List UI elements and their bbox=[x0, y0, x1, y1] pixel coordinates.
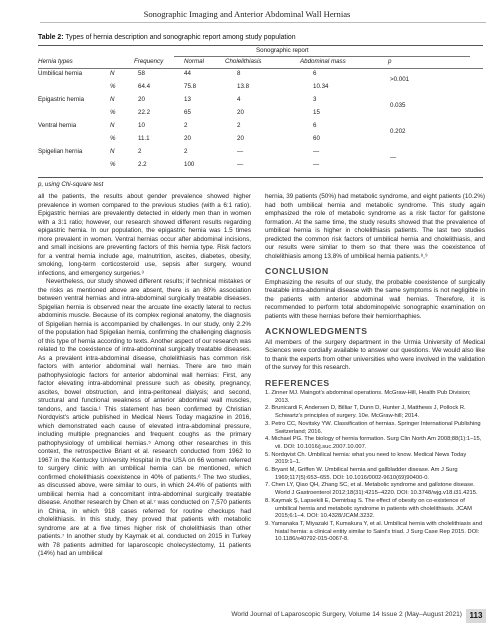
table-cell-type: Ventral hernia bbox=[38, 122, 77, 129]
table-cell-freq: 2.2 bbox=[138, 161, 147, 168]
reference-list bbox=[265, 390, 485, 544]
table-p-value: — bbox=[390, 154, 397, 161]
table-cell-chole: 8 bbox=[237, 70, 241, 77]
table-cell-normal: 65 bbox=[184, 109, 191, 116]
reference-item: 4. Michael PG. The biology of hernia formation. Surg Clin North Am 2008;88(1):1–15, vii. DOI: 10.1016/j.suc.2007.10.007. bbox=[265, 436, 482, 450]
conclusion-text: Emphasizing the results of our study, the probable coexistence of surgically treatable intra-abdominal disease with the same symptoms is not negligible in the patients with anterior abdominal wall hernias. Therefore, it is recommended to perform total abdominopelvic sonographic examination on patients with these hernias before their herniorrhaphies. bbox=[265, 278, 485, 320]
table-cell-normal: 2 bbox=[184, 148, 188, 155]
table-note: p, using Chi-square test bbox=[38, 181, 104, 188]
header-frequency: Frequency bbox=[134, 58, 164, 65]
table-cell-chole: 13.8 bbox=[237, 83, 250, 90]
table-cell-stat: N bbox=[110, 70, 115, 77]
table-cell-freq: 64.4 bbox=[138, 83, 151, 90]
table-cell-normal: 44 bbox=[184, 70, 191, 77]
header-rule bbox=[40, 22, 486, 23]
left-paragraph-2: Nevertheless, our study showed different results; if technical mistakes or the risks as mentioned above are absent, there is an 80% association between ventral hernias and intra-abdominal surgically treatable diseases. Spigelian hernia is observed near the arcuate line exactly lateral to rectus abdominis muscle. Because of its complex regional anatomy, the diagnosis of Spigelian hernia is accompanied by challenges. In our study, only 2.2% of the population had Spigelian hernia, confirming the challenging diagnosis of this type of hernia according to texts. Another aspect of our research was related to the coexistence of intra-abdominal surgically treatable diseases. As a prevalent intra-abdominal disease, cholelithiasis has common risk factors with anterior abdominal wall hernias. There are two main pathophysiologic factors for anterior abdominal wall hernias: First, any factor elevating intra-abdominal pressure such as obesity, pregnancy, ascites, bowel obstruction, and intra-peritoneal dialysis; and second, structural and functional weakness of anterior abdominal wall muscles, tendons, and fascia.¹ This statement has been confirmed by Christian Nordqvist's article published in Medical News Today magazine in 2016, which demonstrated each cause of elevated intra-abdominal pressure, including multiple pregnancies and frequent coughs as the primary pathophysiology of umbilical hernias.⁵ Among other researches in this context, the retrospective Briant et al. research conducted from 1962 to 1967 in the Kentucky University Hospital in the USA on 66 women referred to surgery clinic with an umbilical hernia can be mentioned, which confirmed cholelithiasis coexistence in 40% of patients.⁶ The two studies, as discussed above, were similar to ours, in which 24.4% of patients with umbilical hernia had a concomitant intra-abdominal surgically treatable disease. Another research by Chen et al.⁷ was conducted on 7,570 patients in China, in which 918 cases referred for routine checkups had cholelithiasis. In this study, they proved that patients with metabolic syndrome are at a five times higher risk of cholelithiasis than other patients.⁷ In another study by Kaymak et al. conducted on 2015 in Turkey with 78 patients admitted for laparoscopic cholecystectomy, 11 patients (14%) had an umbilical bbox=[38, 278, 251, 557]
table-cell-freq: 2 bbox=[138, 148, 142, 155]
left-paragraph-1: all the patients, the results about gender prevalence showed higher prevalence in women compared to the previous studies (with a 6:1 ratio). Epigastric hernias are prevalently detected in elderly men than in women with a 3:1 ratio; however, our research showed different results regarding epigastric hernia. In our population, the epigastric hernia was 1.5 times more prevalent in women. Ventral hernias occur after abdominal incisions, and small incisions are preventing factors of this hernia type. Risk factors for a ventral hernia include age, malnutrition, ascites, diabetes, obesity, smoking, long-term corticosteroid use, sepsis after surgery, wound infections, and emergency surgeries.³ bbox=[38, 193, 251, 277]
page-number: 113 bbox=[466, 609, 486, 623]
table-cell-stat: N bbox=[110, 96, 115, 103]
table-row bbox=[38, 70, 483, 79]
table-cell-mass: 60 bbox=[313, 135, 320, 142]
reference-item: 2. Brunicardi F, Andersen D, Billiar T, Dunn D, Hunter J, Matthews J, Pollock R. Schwartz's principles of surgery. 10e. McGraw-hill; 2014. bbox=[265, 405, 466, 420]
table-cell-chole: — bbox=[237, 148, 244, 155]
table-cell-normal: 75.8 bbox=[184, 83, 197, 90]
table-caption-text: Types of hernia description and sonographic report among study population bbox=[65, 34, 296, 41]
reference-item: 7. Chen LY, Qiao QH, Zhang SC, et al. Metabolic syndrome and gallstone disease. World J Gastroenterol 2012;18(31):4215–4220. DOI: 10.3748/wjg.v18.i31.4215. bbox=[265, 482, 478, 497]
table-cell-mass: 15 bbox=[313, 109, 320, 116]
table-cell-stat: % bbox=[110, 135, 116, 142]
table-row bbox=[38, 161, 483, 170]
table-cell-chole: 4 bbox=[237, 96, 241, 103]
table-cell-stat: N bbox=[110, 122, 115, 129]
table-p-value: 0.035 bbox=[390, 102, 406, 109]
table-cell-freq: 22.2 bbox=[138, 109, 151, 116]
table-cell-mass: 6 bbox=[313, 122, 317, 129]
table-cell-chole: 20 bbox=[237, 135, 244, 142]
header-hernia-types: Hernia types bbox=[38, 58, 73, 65]
table-header-rule bbox=[38, 68, 483, 69]
table-cell-freq: 10 bbox=[138, 122, 145, 129]
table-cell-chole: — bbox=[237, 161, 244, 168]
header-cholelithiasis: Cholelithiasis bbox=[225, 58, 262, 65]
references-heading: REFERENCES bbox=[265, 377, 330, 388]
table-cell-stat: N bbox=[110, 148, 115, 155]
table-cell-mass: 10.34 bbox=[313, 83, 329, 90]
table-row bbox=[38, 122, 483, 131]
table-cell-stat: % bbox=[110, 161, 116, 168]
running-head: Sonographic Imaging and Anterior Abdominal Wall Hernias bbox=[143, 9, 351, 19]
table-row bbox=[38, 109, 483, 118]
table-cell-freq: 11.1 bbox=[138, 135, 150, 142]
table-p-value: 0.202 bbox=[390, 128, 406, 135]
reference-item: 8. Kaymak Ş, Lapsekili E, Demirbaş S. The effect of obesity on co-existence of umbilical hernia and metabolic syndrome in patients with cholelithiasis. JCAM 2015;6:1–4. DOI: 10.4328/JCAM.3232. bbox=[265, 497, 472, 520]
page-footer bbox=[231, 609, 486, 625]
journal-footer: World Journal of Laparoscopic Surgery, Volume 14 Issue 2 (May–August 2021) bbox=[231, 611, 462, 618]
table-cell-freq: 20 bbox=[138, 96, 145, 103]
acknowledgments-text: All members of the surgery department in the Urmia University of Medical Sciences were cordially available to answer our questions. We would also like to thank the experts from other universities who were involved in the validation of the survey for this research. bbox=[265, 338, 485, 371]
table-bottom-rule bbox=[38, 177, 483, 178]
table-cell-stat: % bbox=[110, 83, 116, 90]
table-subheader-rule bbox=[174, 56, 470, 57]
header-abdominal-mass: Abdominal mass bbox=[300, 58, 346, 65]
table-cell-type: Spigelian hernia bbox=[38, 148, 83, 155]
table-cell-stat: % bbox=[110, 109, 116, 116]
table-caption-label: Table 2: bbox=[38, 34, 64, 41]
table-cell-chole: 20 bbox=[237, 109, 244, 116]
table-cell-normal: 100 bbox=[184, 161, 195, 168]
table-cell-normal: 20 bbox=[184, 135, 191, 142]
right-paragraph-1: hernia, 39 patients (50%) had metabolic syndrome, and eight patients (10.2%) had both umbilical hernia and metabolic syndrome. This study again emphasized the role of metabolic syndrome as a risk factor for gallstone formation. At the same time, the study results showed that the prevalence of umbilical hernia is higher in cholelithiasis patients. The last two studies predicted the common risk factors of umbilical hernia and cholelithiasis, and our results were similar to them so that there was the coexistence of cholelithiasis among 13.8% of umbilical hernia patients.⁸,⁹ bbox=[265, 193, 485, 260]
table-row bbox=[38, 148, 483, 157]
table-p-value: >0.001 bbox=[390, 76, 410, 83]
table-subheader: Sonographic report bbox=[256, 47, 309, 54]
table-row bbox=[38, 96, 483, 105]
table-caption bbox=[38, 34, 296, 41]
table-cell-normal: 2 bbox=[184, 122, 188, 129]
reference-item: 1. Zinner MJ. Maingot's abdominal operations. McGraw-Hill, Health Pub Division; 2013. bbox=[265, 390, 471, 404]
header-normal: Normal bbox=[184, 58, 204, 65]
reference-item: 6. Bryant M, Griffen W. Umbilical hernia and gallbladder disease. Am J Surg 1969;117(5):653–655. DOI: 10.1016/0002-9610(69)90400-0. bbox=[265, 467, 458, 481]
table-row bbox=[38, 83, 483, 92]
table-cell-mass: — bbox=[313, 148, 320, 155]
table-cell-normal: 13 bbox=[184, 96, 191, 103]
acknowledgments-heading: ACKNOWLEDGMENTS bbox=[265, 326, 368, 336]
table-cell-chole: 2 bbox=[237, 122, 241, 129]
left-column bbox=[38, 193, 251, 559]
table-cell-freq: 58 bbox=[138, 70, 145, 77]
table-top-rule bbox=[38, 45, 483, 46]
reference-item: 9. Yamanaka T, Miyazaki T, Kumakura Y, et al. Umbilical hernia with cholelithiasis and hiatal hernia: a clinical entity similar to Saint's triad. J Surg Case Rep 2015. DOI: 10.1186/s40792-015-0067-8. bbox=[265, 520, 483, 543]
table-header-row bbox=[38, 58, 483, 67]
reference-item: 5. Nordqvist Ch. Umbilical hernia: what you need to know. Medical News Today 2019:1–1. bbox=[265, 451, 467, 466]
table-cell-mass: 6 bbox=[313, 70, 317, 77]
table-cell-mass: 3 bbox=[313, 96, 317, 103]
conclusion-heading: CONCLUSION bbox=[265, 266, 329, 276]
header-p: p bbox=[388, 58, 392, 65]
table-cell-type: Umbilical hernia bbox=[38, 70, 83, 77]
table-row bbox=[38, 135, 483, 144]
reference-item: 3. Petro CC, Novitsky YW. Classification of hernias. Springer International Publishing Switzerland; 2016. bbox=[265, 420, 481, 435]
right-column bbox=[265, 193, 485, 544]
table-cell-type: Epigastric hernia bbox=[38, 96, 85, 103]
table-cell-mass: — bbox=[313, 161, 320, 168]
